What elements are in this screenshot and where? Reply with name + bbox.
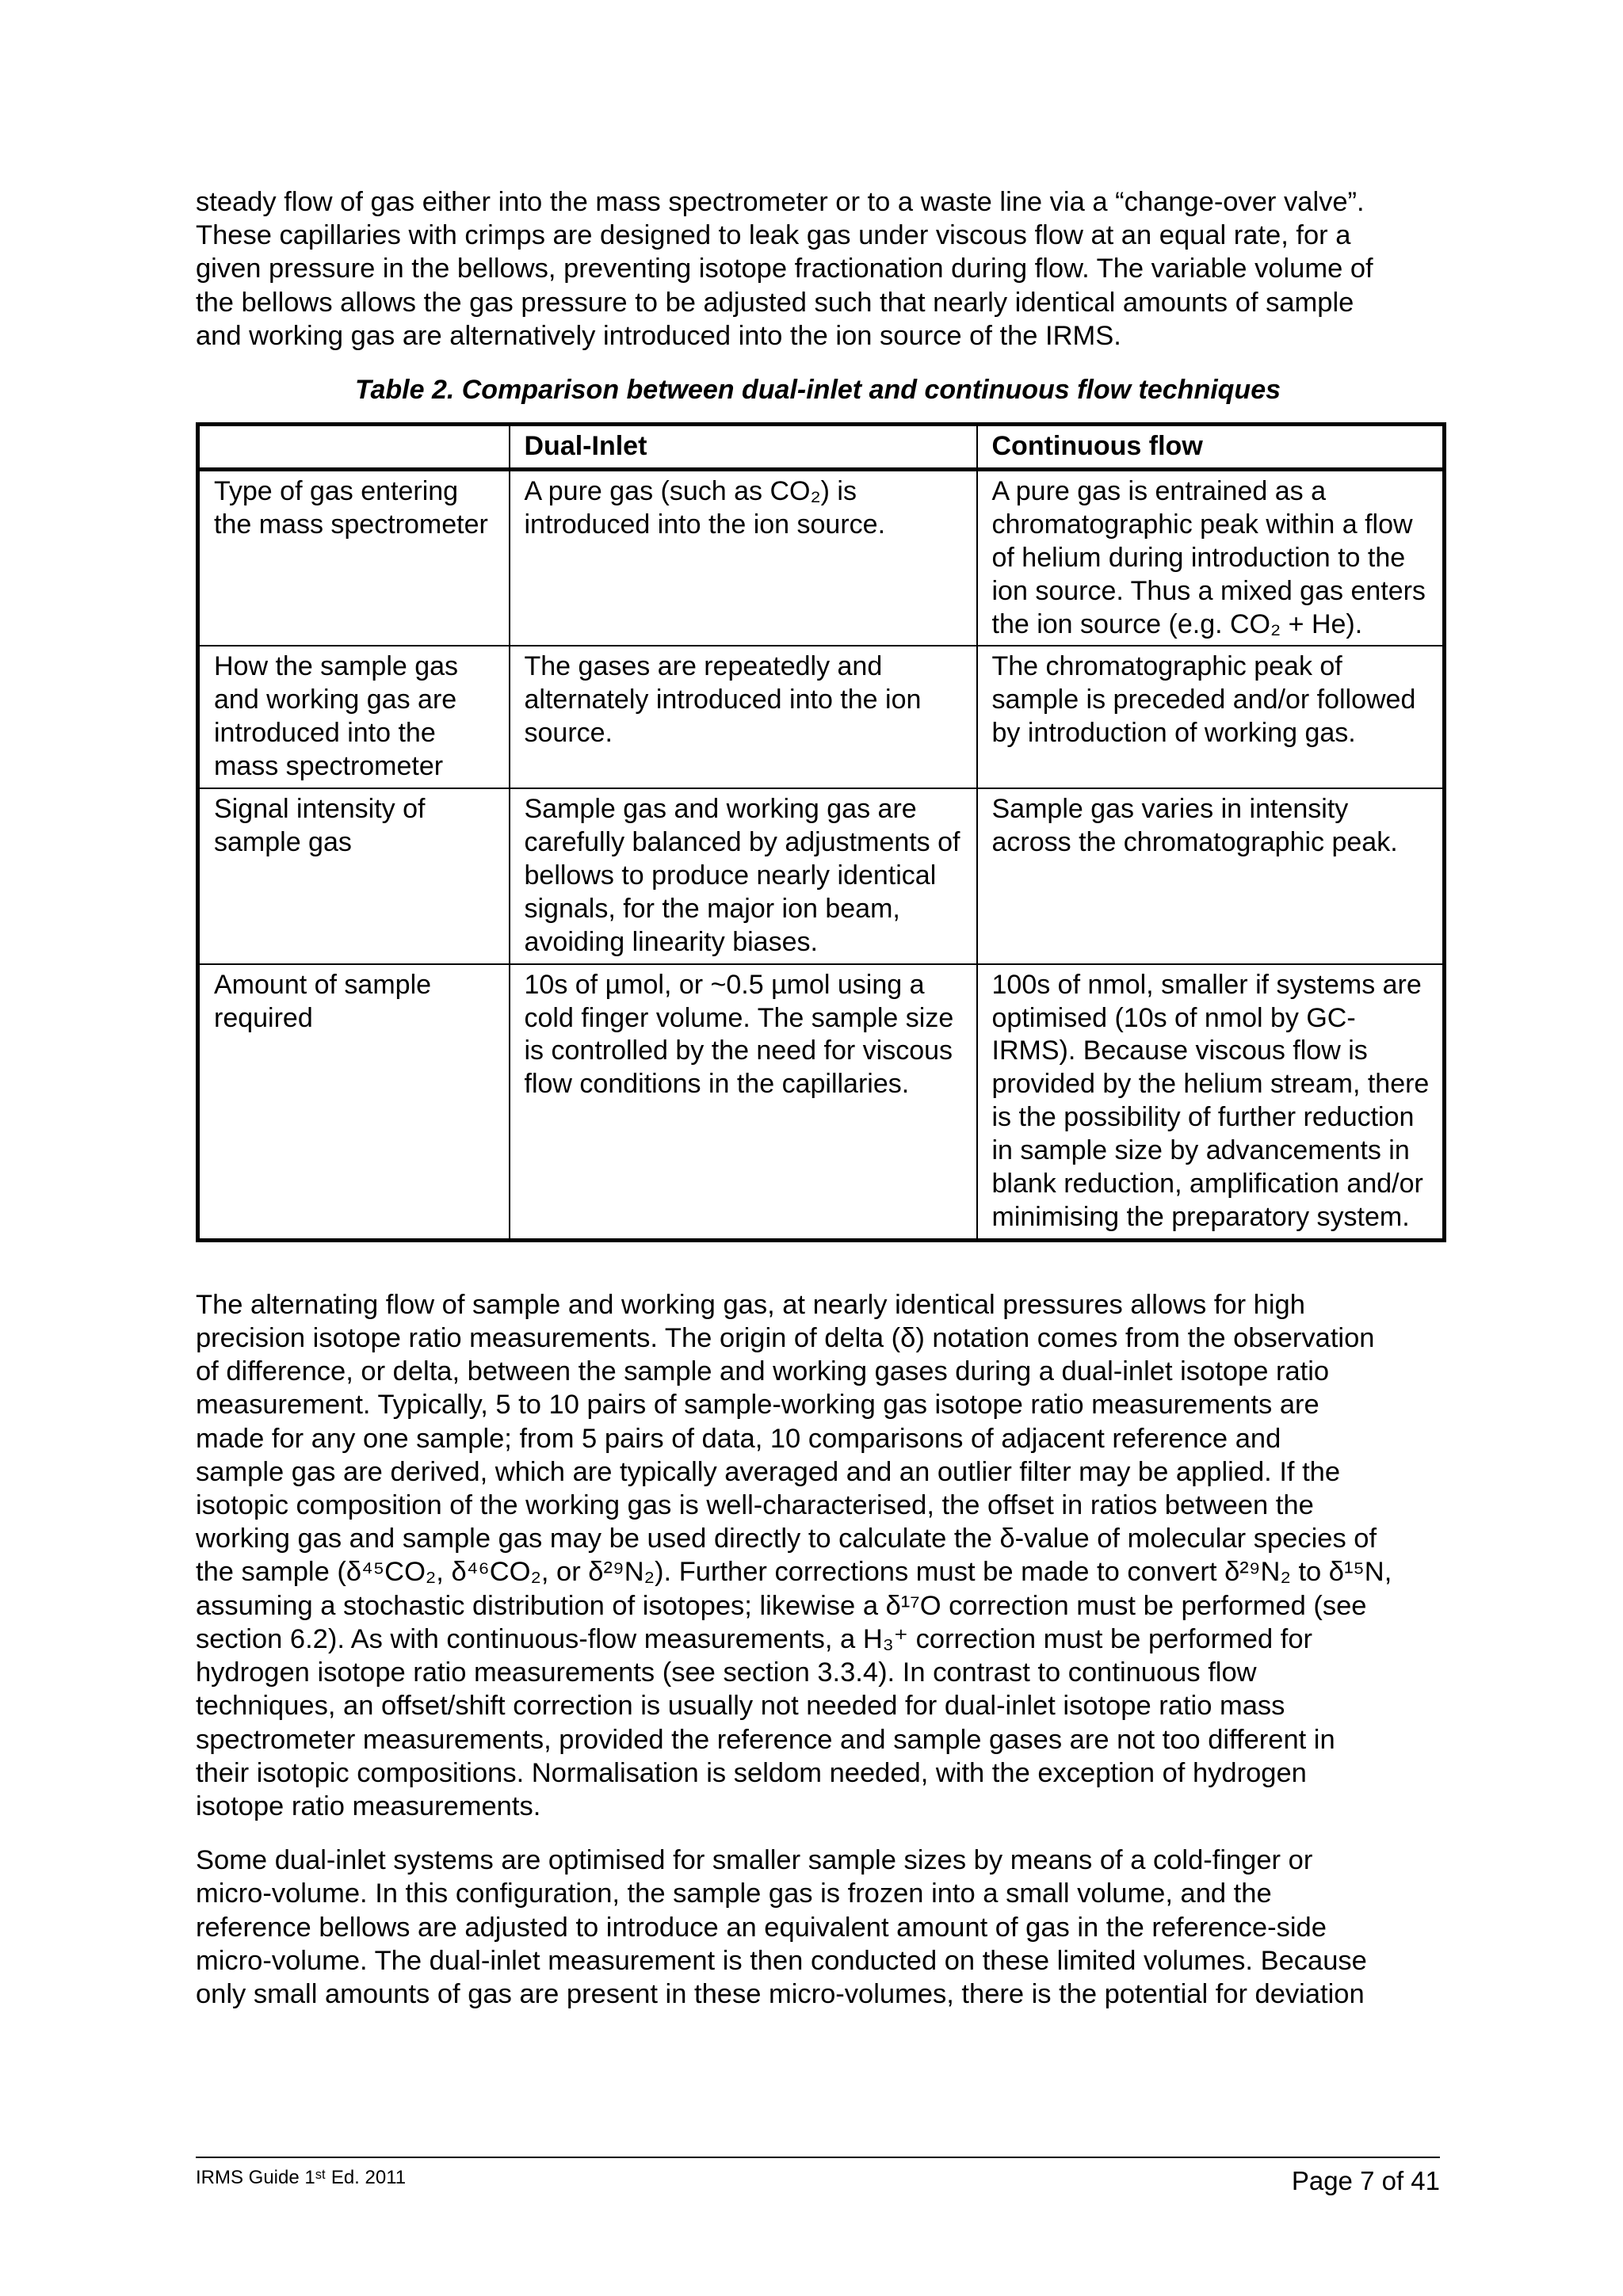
continuous-flow-cell: The chromatographic peak of sample is preceded and/or followed by introduction of working gas. (977, 646, 1445, 788)
text-line: assuming a stochastic distribution of isotopes; likewise a δ¹⁷O correction must be performed (see (196, 1590, 1367, 1621)
text-line: steady flow of gas either into the mass spectrometer or to a waste line via a “change-over valve”. (196, 187, 1365, 217)
header-dual-inlet: Dual-Inlet (510, 425, 977, 470)
text-line: sample gas are derived, which are typically averaged and an outlier filter may be applied. If the (196, 1456, 1341, 1487)
header-continuous-flow: Continuous flow (977, 425, 1445, 470)
page-content (196, 185, 1440, 2011)
text-line: hydrogen isotope ratio measurements (see section 3.3.4). In contrast to continuous flow (196, 1657, 1257, 1688)
continuous-flow-cell: A pure gas is entrained as a chromatographic peak within a flow of helium during introduction to the ion source. Thus a mixed gas enters the ion source (e.g. CO₂ + He). (977, 469, 1445, 646)
dual-inlet-cell: 10s of µmol, or ~0.5 µmol using a cold finger volume. The sample size is controlled by the need for viscous flow conditions in the capillaries. (510, 964, 977, 1241)
text-line: techniques, an offset/shift correction is usually not needed for dual-inlet isotope ratio mass (196, 1691, 1285, 1722)
table-row (198, 646, 1445, 788)
table-row (198, 788, 1445, 964)
microvolume-paragraph (196, 1844, 1440, 2011)
text-line: These capillaries with crimps are designed to leak gas under viscous flow at an equal rate, for a (196, 220, 1351, 251)
text-line: and working gas are alternatively introduced into the ion source of the IRMS. (196, 320, 1121, 351)
table-row (198, 469, 1445, 646)
text-line: spectrometer measurements, provided the reference and sample gases are not too different in (196, 1724, 1335, 1755)
row-label: Signal intensity of sample gas (198, 788, 510, 964)
footer-document-title: IRMS Guide 1ˢᵗ Ed. 2011 (196, 2167, 407, 2188)
text-line: Some dual-inlet systems are optimised for smaller sample sizes by means of a cold-finger or (196, 1845, 1313, 1876)
text-line: the sample (δ⁴⁵CO₂, δ⁴⁶CO₂, or δ²⁹N₂). Further corrections must be made to convert δ²⁹N₂ to δ¹⁵N, (196, 1557, 1392, 1588)
table-header-row (198, 425, 1445, 470)
continuous-flow-cell: 100s of nmol, smaller if systems are optimised (10s of nmol by GC-IRMS). Because viscous flow is provided by the helium stream, there is the possibility of further reduction in sample size by advancements in blank reduction, amplification and/or minimising the preparatory system. (977, 964, 1445, 1241)
text-line: precision isotope ratio measurements. The origin of delta (δ) notation comes from the observation (196, 1323, 1375, 1354)
text-line: the bellows allows the gas pressure to be adjusted such that nearly identical amounts of sample (196, 287, 1354, 318)
dual-inlet-cell: A pure gas (such as CO₂) is introduced into the ion source. (510, 469, 977, 646)
intro-paragraph (196, 185, 1440, 353)
text-line: given pressure in the bellows, preventing isotope fractionation during flow. The variable volume of (196, 254, 1373, 284)
dual-inlet-cell: Sample gas and working gas are carefully balanced by adjustments of bellows to produce nearly identical signals, for the major ion beam, avoiding linearity biases. (510, 788, 977, 964)
text-line: micro-volume. In this configuration, the sample gas is frozen into a small volume, and the (196, 1878, 1272, 1909)
text-line: isotopic composition of the working gas is well-characterised, the offset in ratios between the (196, 1490, 1314, 1521)
row-label: How the sample gas and working gas are introduced into the mass spectrometer (198, 646, 510, 788)
text-line: only small amounts of gas are present in these micro-volumes, there is the potential for deviation (196, 1978, 1365, 2009)
page-footer (196, 2157, 1440, 2196)
text-line: made for any one sample; from 5 pairs of data, 10 comparisons of adjacent reference and (196, 1423, 1281, 1454)
row-label: Type of gas entering the mass spectrometer (198, 469, 510, 646)
text-line: working gas and sample gas may be used directly to calculate the δ-value of molecular species of (196, 1524, 1377, 1554)
comparison-table (196, 422, 1446, 1242)
text-line: reference bellows are adjusted to introduce an equivalent amount of gas in the reference-side (196, 1912, 1327, 1943)
text-line: measurement. Typically, 5 to 10 pairs of sample-working gas isotope ratio measurements are (196, 1390, 1319, 1421)
text-line: of difference, or delta, between the sample and working gases during a dual-inlet isotope ratio (196, 1356, 1330, 1387)
text-line: section 6.2). As with continuous-flow measurements, a H₃⁺ correction must be performed for (196, 1623, 1313, 1654)
continuous-flow-cell: Sample gas varies in intensity across the chromatographic peak. (977, 788, 1445, 964)
dual-inlet-cell: The gases are repeatedly and alternately introduced into the ion source. (510, 646, 977, 788)
row-label: Amount of sample required (198, 964, 510, 1241)
table-caption: Table 2. Comparison between dual-inlet and continuous flow techniques (354, 375, 1281, 406)
table-row (198, 964, 1445, 1241)
text-line: micro-volume. The dual-inlet measurement is then conducted on these limited volumes. Because (196, 1945, 1367, 1976)
text-line: their isotopic compositions. Normalisation is seldom needed, with the exception of hydrogen (196, 1757, 1307, 1788)
text-line: isotope ratio measurements. (196, 1791, 541, 1821)
footer-page-number: Page 7 of 41 (1291, 2166, 1440, 2195)
header-empty-cell (198, 425, 510, 470)
text-line: The alternating flow of sample and working gas, at nearly identical pressures allows for high (196, 1289, 1305, 1320)
delta-paragraph (196, 1288, 1440, 1823)
